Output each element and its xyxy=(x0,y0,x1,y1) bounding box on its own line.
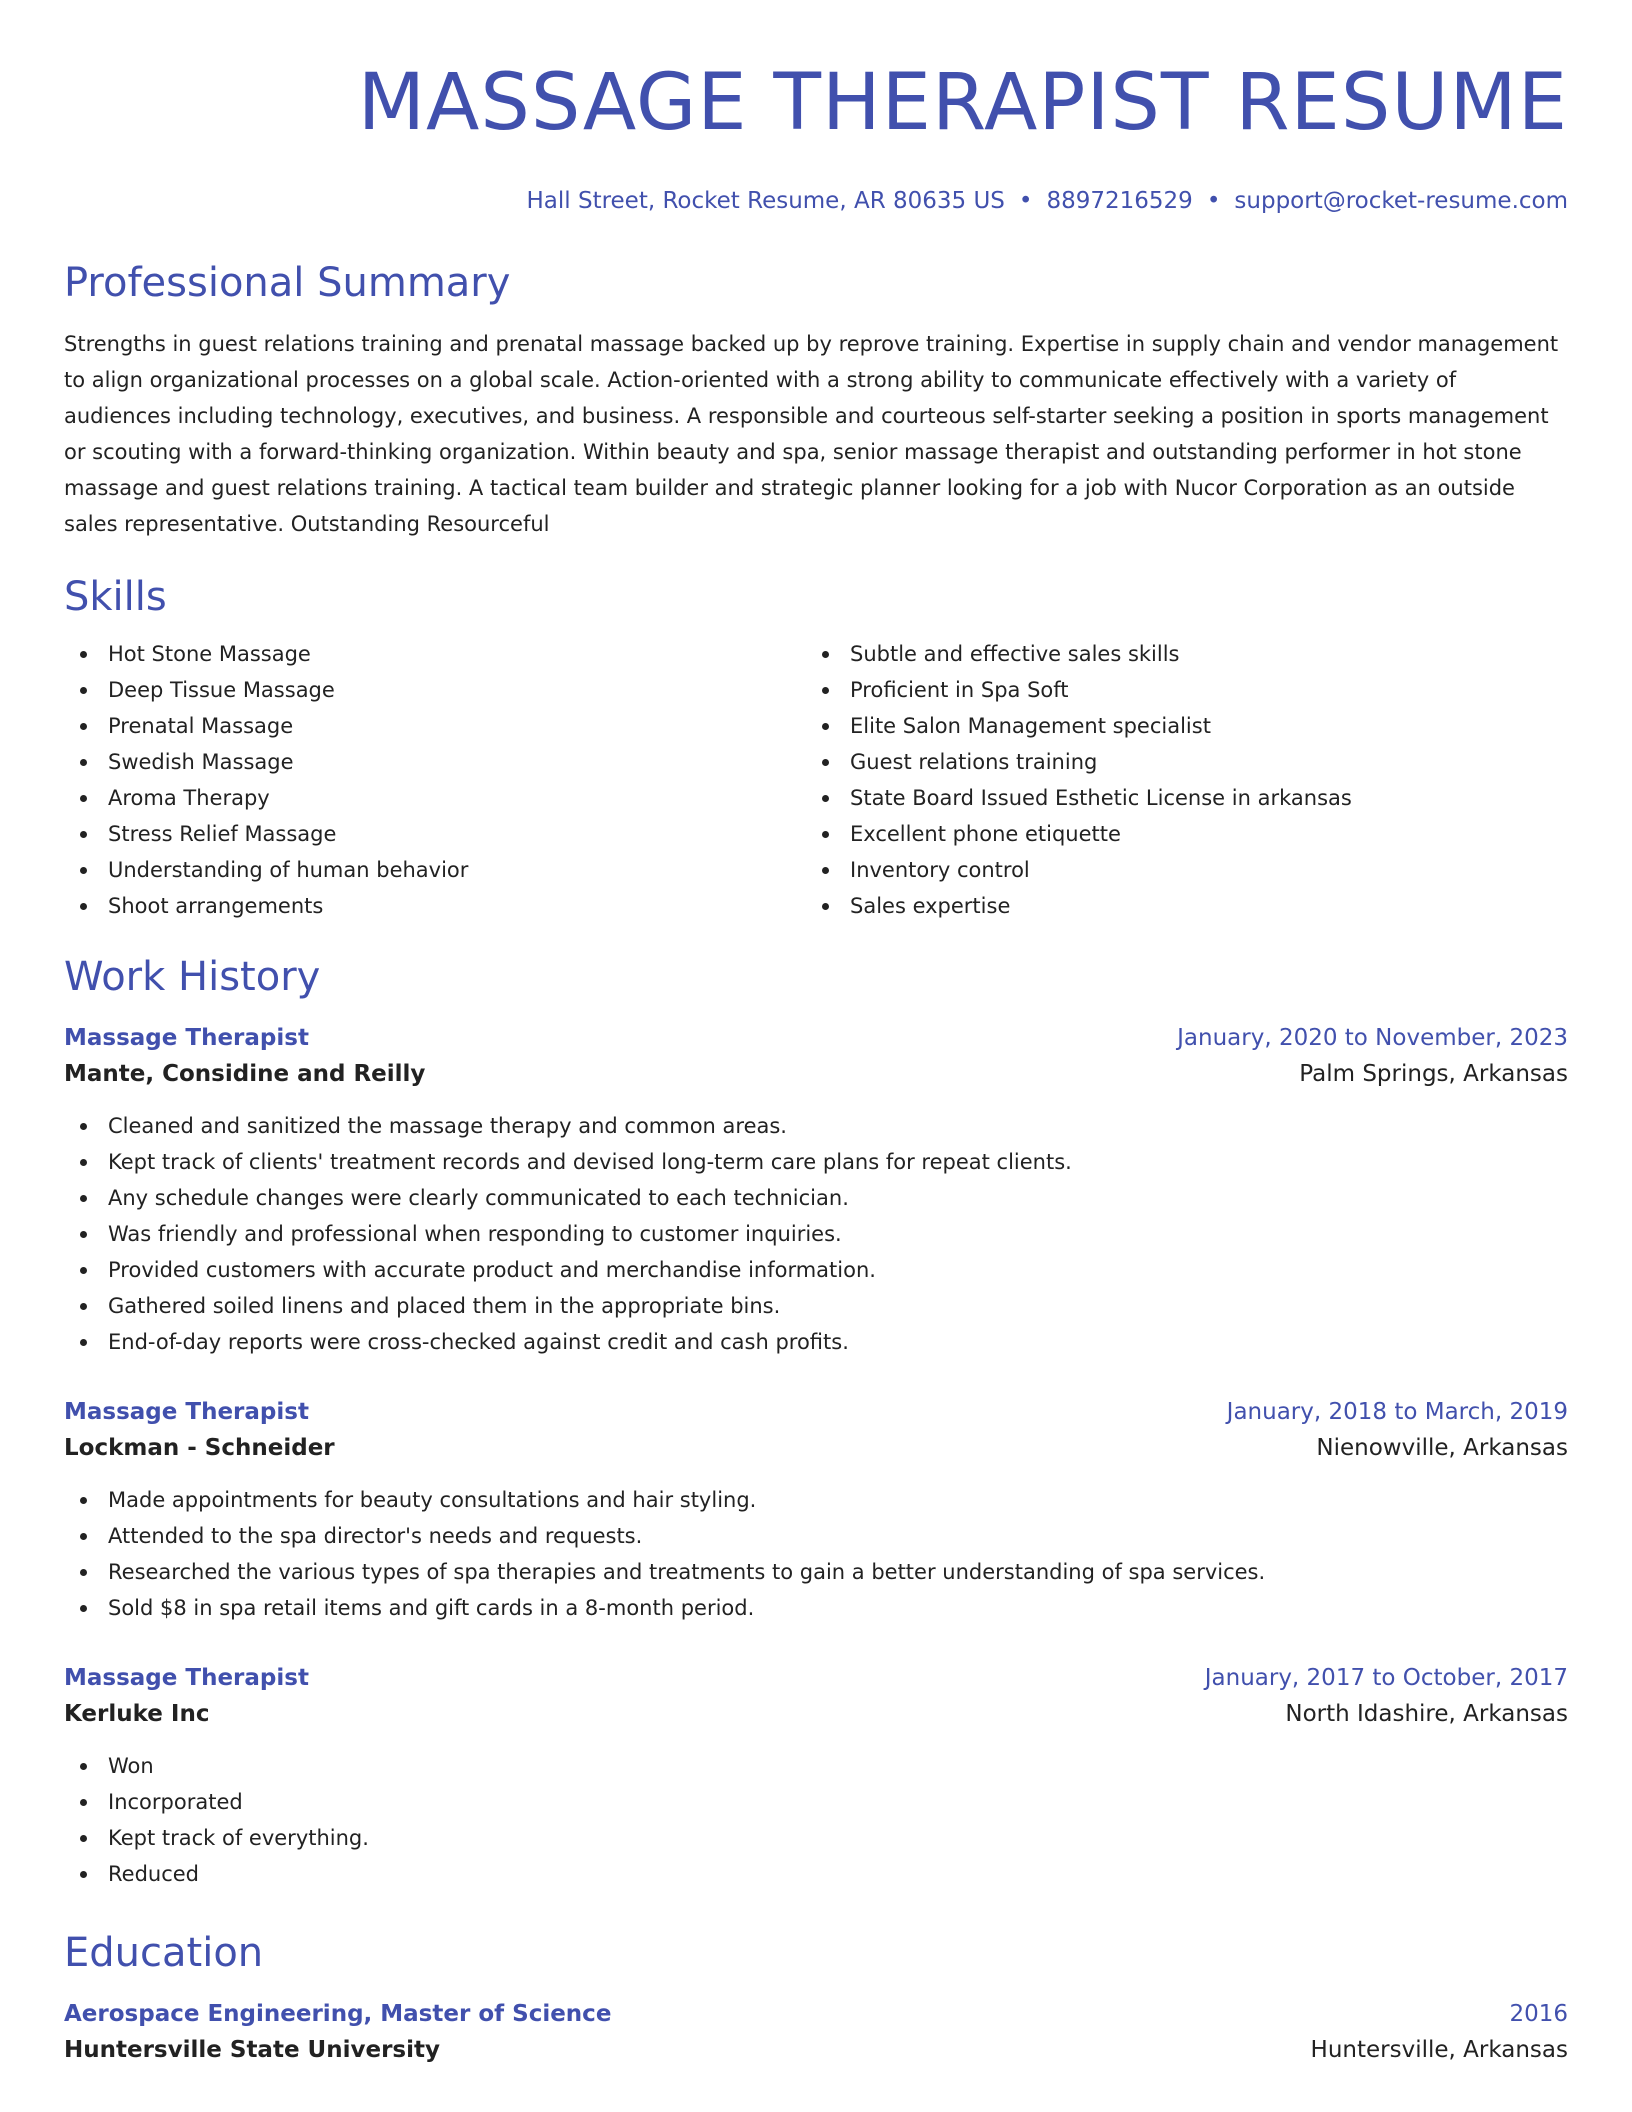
skill-item: Shoot arrangements xyxy=(64,888,806,924)
contact-address: Hall Street, Rocket Resume, AR 80635 US xyxy=(526,188,1005,214)
duty-item: Won xyxy=(64,1748,1568,1784)
job-title: Massage Therapist xyxy=(64,1025,309,1051)
duty-item: Attended to the spa director's needs and requests. xyxy=(64,1518,1568,1554)
job-dates: January, 2020 to November, 2023 xyxy=(1177,1025,1568,1051)
job-duties xyxy=(64,1748,1568,1892)
skill-item: Elite Salon Management specialist xyxy=(806,708,1548,744)
contact-email: support@rocket-resume.com xyxy=(1234,188,1568,214)
contact-phone: 8897216529 xyxy=(1046,188,1193,214)
duty-item: Reduced xyxy=(64,1856,1568,1892)
duty-item: End-of-day reports were cross-checked against credit and cash profits. xyxy=(64,1324,1568,1360)
job-title: Massage Therapist xyxy=(64,1399,309,1425)
duty-item: Made appointments for beauty consultations and hair styling. xyxy=(64,1482,1568,1518)
skill-item: Swedish Massage xyxy=(64,744,806,780)
job-entry xyxy=(64,1394,1568,1626)
skills-list xyxy=(64,636,1568,924)
duty-item: Incorporated xyxy=(64,1784,1568,1820)
duty-item: Sold $8 in spa retail items and gift cards in a 8-month period. xyxy=(64,1590,1568,1626)
duty-item: Gathered soiled linens and placed them in the appropriate bins. xyxy=(64,1288,1568,1324)
company-name: Lockman - Schneider xyxy=(64,1435,335,1461)
job-dates: January, 2018 to March, 2019 xyxy=(1226,1399,1568,1425)
duty-item: Kept track of everything. xyxy=(64,1820,1568,1856)
education-entry xyxy=(64,1996,1568,2068)
job-location: North Idashire, Arkansas xyxy=(1285,1701,1568,1727)
degree: Aerospace Engineering, Master of Science xyxy=(64,2001,612,2027)
school-name: Huntersville State University xyxy=(64,2037,440,2063)
education-heading: Education xyxy=(64,1930,264,1976)
skill-item: Inventory control xyxy=(806,852,1548,888)
skill-item: Aroma Therapy xyxy=(64,780,806,816)
graduation-year: 2016 xyxy=(1509,2001,1568,2027)
work-history-heading: Work History xyxy=(64,954,321,1000)
contact-separator: • xyxy=(1018,188,1033,214)
contact-separator: • xyxy=(1206,188,1221,214)
company-name: Kerluke Inc xyxy=(64,1701,210,1727)
school-location: Huntersville, Arkansas xyxy=(1310,2037,1568,2063)
job-title: Massage Therapist xyxy=(64,1665,309,1691)
job-entry xyxy=(64,1660,1568,1892)
duty-item: Any schedule changes were clearly communicated to each technician. xyxy=(64,1180,1568,1216)
duty-item: Provided customers with accurate product and merchandise information. xyxy=(64,1252,1568,1288)
skill-item: Sales expertise xyxy=(806,888,1548,924)
duty-item: Was friendly and professional when responding to customer inquiries. xyxy=(64,1216,1568,1252)
skill-item: Prenatal Massage xyxy=(64,708,806,744)
duty-item: Researched the various types of spa therapies and treatments to gain a better understanding of spa services. xyxy=(64,1554,1568,1590)
skill-item: Understanding of human behavior xyxy=(64,852,806,888)
job-duties xyxy=(64,1482,1568,1626)
company-name: Mante, Considine and Reilly xyxy=(64,1061,426,1087)
duty-item: Cleaned and sanitized the massage therapy and common areas. xyxy=(64,1108,1568,1144)
summary-text: Strengths in guest relations training and prenatal massage backed up by reprove training. Expertise in supply chain and vendor management to align organizational processes on a global scale. Action-oriented with a strong ability to communicate effectively with a variety of audiences including technology, executives, and business. A responsible and courteous self-starter seeking a position in sports management or scouting with a forward-thinking organization. Within beauty and spa, senior massage therapist and outstanding performer in hot stone massage and guest relations training. A tactical team builder and strategic planner looking for a job with Nucor Corporation as an outside sales representative. Outstanding Resourceful xyxy=(64,332,1559,536)
skill-item: Hot Stone Massage xyxy=(64,636,806,672)
contact-line xyxy=(64,186,1568,216)
job-duties xyxy=(64,1108,1568,1360)
duty-item: Kept track of clients' treatment records and devised long-term care plans for repeat clients. xyxy=(64,1144,1568,1180)
skills-column-right xyxy=(806,636,1548,924)
skill-item: Guest relations training xyxy=(806,744,1548,780)
job-dates: January, 2017 to October, 2017 xyxy=(1204,1665,1568,1691)
skill-item: Stress Relief Massage xyxy=(64,816,806,852)
skill-item: State Board Issued Esthetic License in arkansas xyxy=(806,780,1548,816)
skill-item: Deep Tissue Massage xyxy=(64,672,806,708)
summary-heading: Professional Summary xyxy=(64,260,511,306)
skills-heading: Skills xyxy=(64,574,167,620)
resume-title: MASSAGE THERAPIST RESUME xyxy=(357,58,1568,148)
job-location: Palm Springs, Arkansas xyxy=(1299,1061,1568,1087)
skill-item: Proficient in Spa Soft xyxy=(806,672,1548,708)
skill-item: Subtle and effective sales skills xyxy=(806,636,1548,672)
skills-column-left xyxy=(64,636,806,924)
job-location: Nienowville, Arkansas xyxy=(1316,1435,1568,1461)
skill-item: Excellent phone etiquette xyxy=(806,816,1548,852)
job-entry xyxy=(64,1020,1568,1360)
